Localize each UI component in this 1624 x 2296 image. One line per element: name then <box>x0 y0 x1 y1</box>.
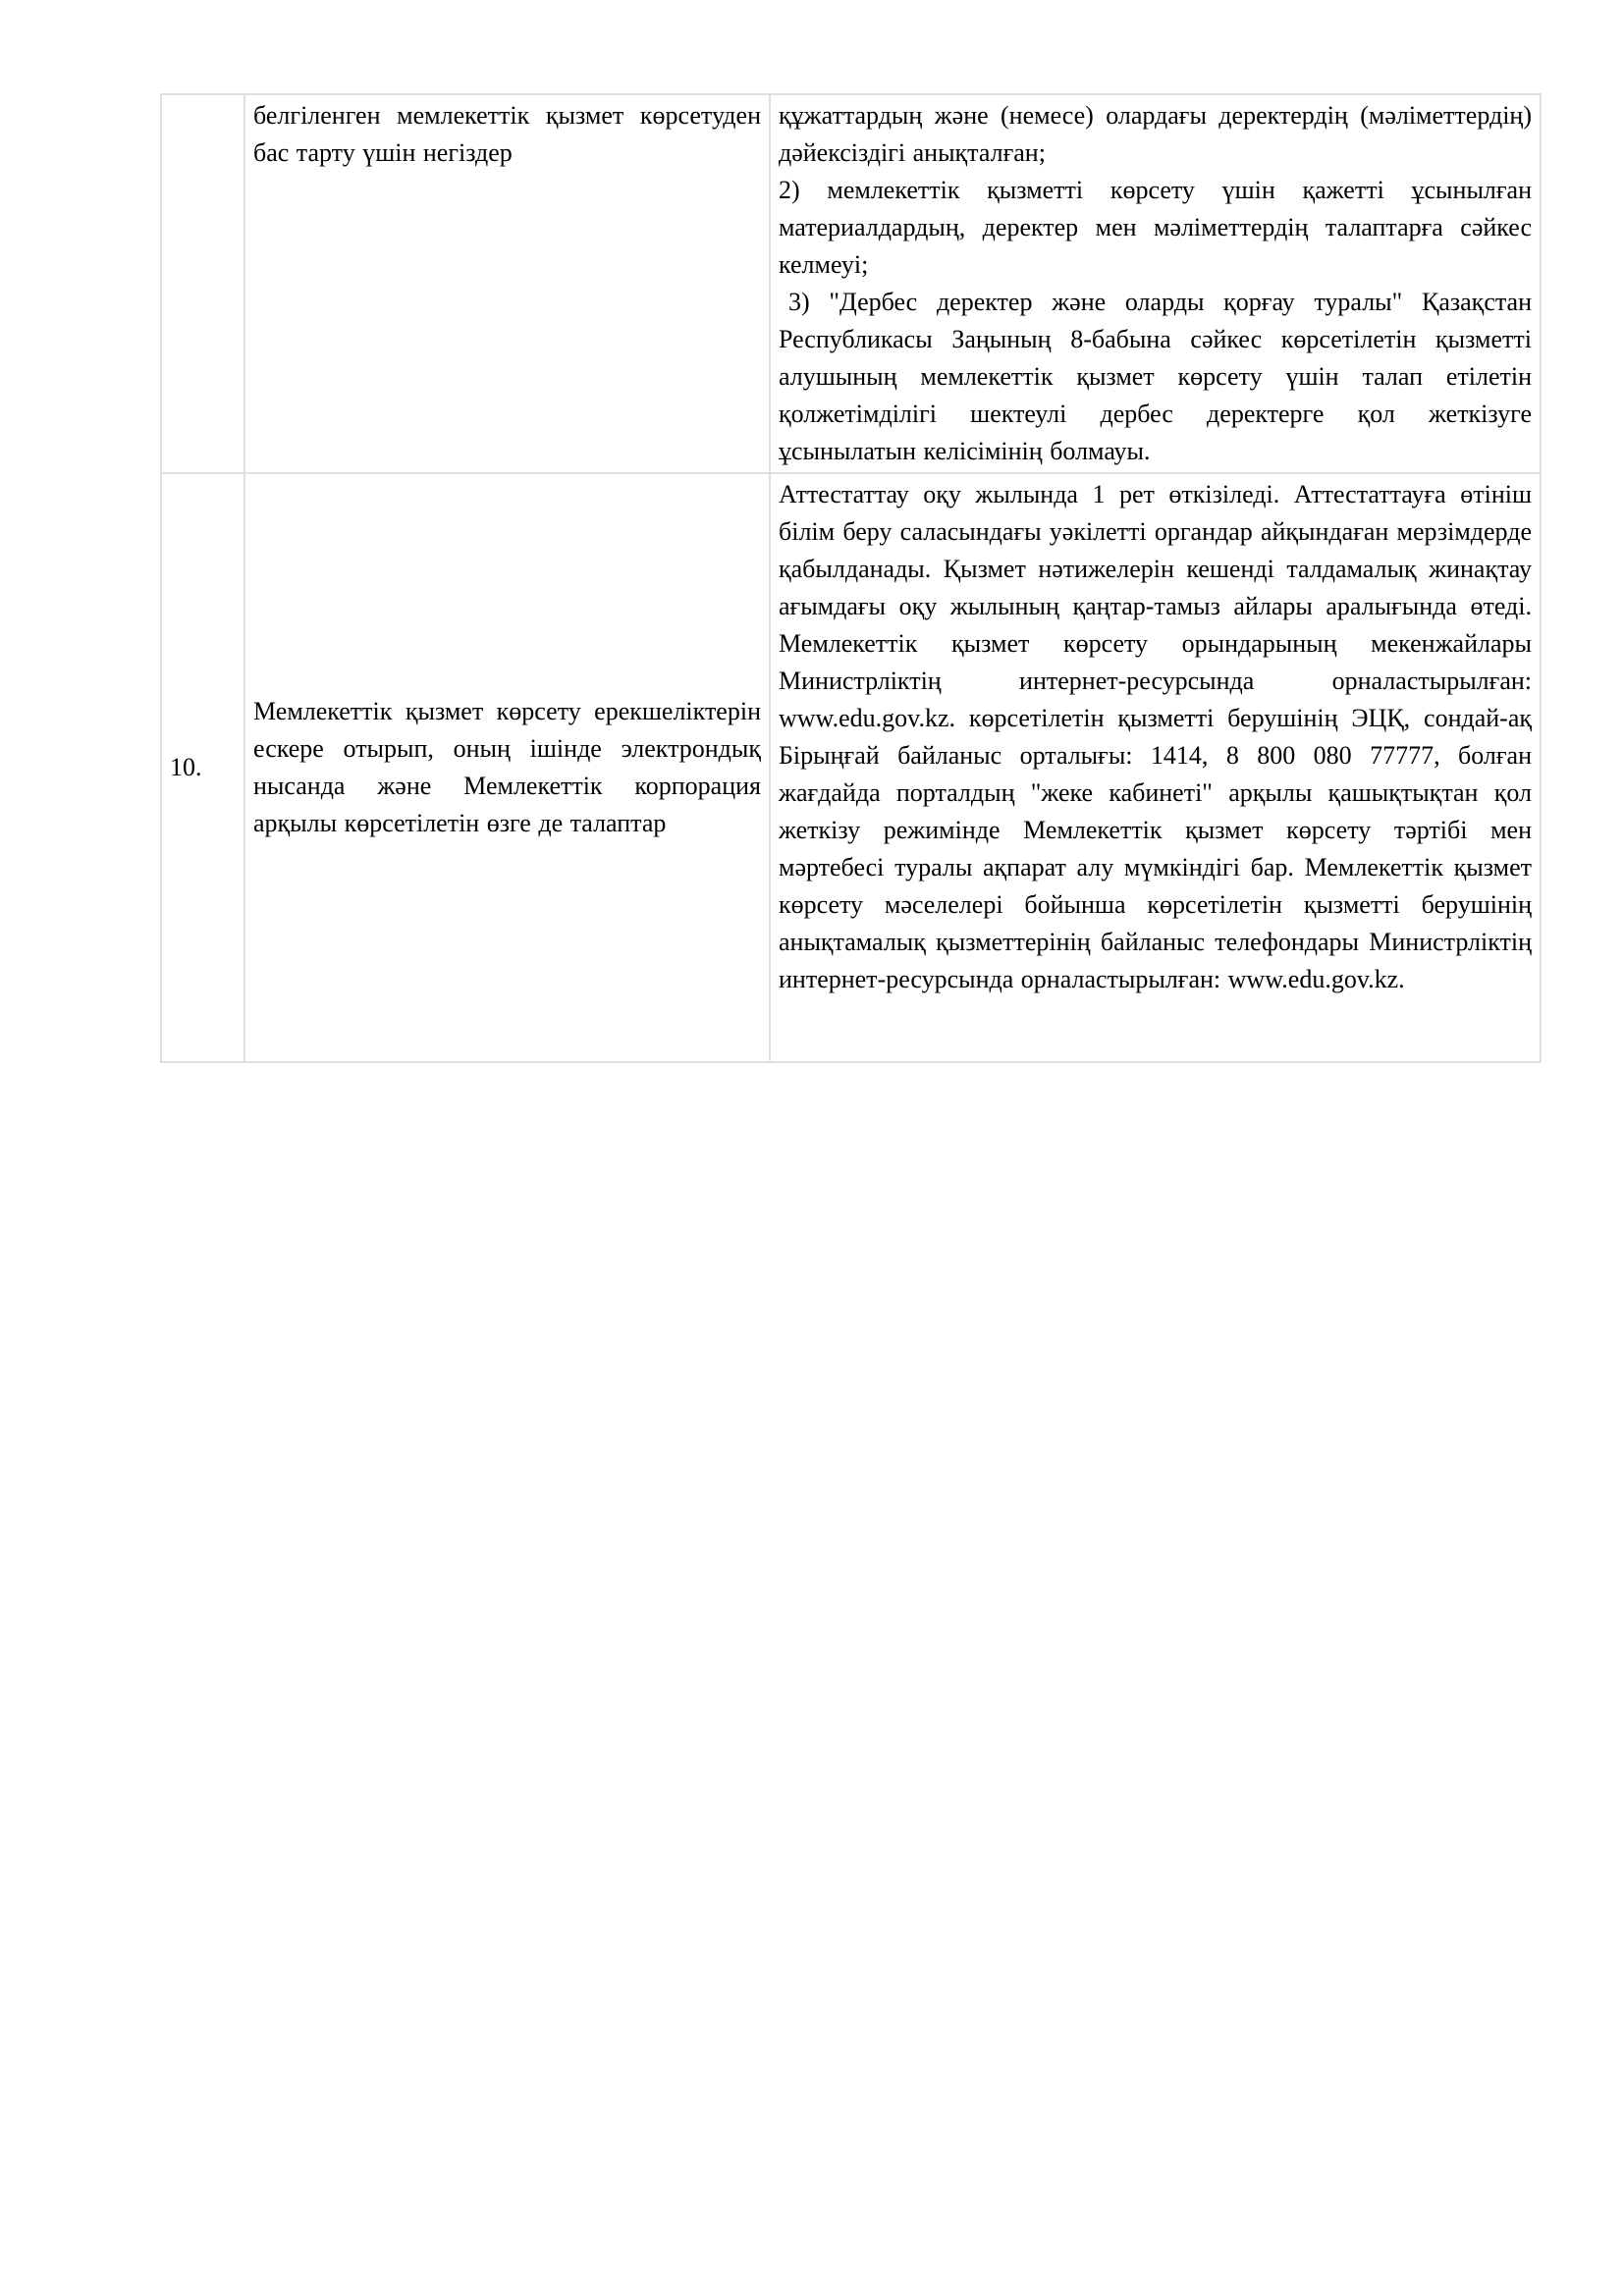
row-number-cell <box>161 473 244 1062</box>
row-number: 10. <box>170 753 202 781</box>
details-cell <box>770 473 1541 1062</box>
paragraph: құжаттардың және (немесе) олардағы деректердің (мәліметтердің) дәйексіздігі анықталған; <box>779 101 1532 167</box>
row-number-cell <box>161 94 244 473</box>
table-row <box>161 473 1541 1062</box>
paragraph: Аттестаттау оқу жылында 1 рет өткізіледі. Аттестаттауға өтініш білім беру саласындағы уәкілетті органдар айқындаған мерзімдерде қабылданады. Қызмет нәтижелерін кешенді талдамалық жинақтау ағымдағы оқу жылының қаңтар-тамыз айлары аралығында өтеді. Мемлекеттік қызмет көрсету орындарының мекенжайлары Министрліктің интернет-ресурсында орналастырылған: www.edu.gov.kz. көрсетілетін қызметті берушінің ЭЦҚ, сондай-ақ Бірыңғай байланыс орталығы: 1414, 8 800 080 77777, болған жағдайда порталдың "жеке кабинеті" арқылы қашықтықтан қол жеткізу режимінде Мемлекеттік қызмет көрсету тәртібі мен мәртебесі туралы ақпарат алу мүмкіндігі бар. Мемлекеттік қызмет көрсету мәселелері бойынша көрсетілетін қызметті берушінің анықтамалық қызметтерінің байланыс телефондары Министрліктің интернет-ресурсында орналастырылған: www.edu.gov.kz. <box>779 480 1532 993</box>
paragraph: белгіленген мемлекеттік қызмет көрсетуден бас тарту үшін негіздер <box>253 101 761 167</box>
details-cell <box>770 94 1541 473</box>
paragraph: 3) "Дербес деректер және оларды қорғау туралы" Қазақстан Республикасы Заңының 8-бабына сәйкес көрсетілетін қызметті алушының мемлекеттік қызмет көрсету үшін талап етілетін қолжетімділігі шектеулі дербес деректерге қол жеткізуге ұсынылатын келісімінің болмауы. <box>779 288 1532 465</box>
paragraph: Мемлекеттік қызмет көрсету ерекшеліктерін ескере отырып, оның ішінде электрондық нысанда және Мемлекеттік корпорация арқылы көрсетілетін өзге де талаптар <box>253 697 761 837</box>
service-standard-table <box>160 93 1542 1063</box>
criteria-cell <box>244 473 770 1062</box>
paragraph: 2) мемлекеттік қызметті көрсету үшін қажетті ұсынылған материалдардың, деректер мен мәліметтердің талаптарға сәйкес келмеуі; <box>779 176 1532 279</box>
criteria-cell <box>244 94 770 473</box>
table-row <box>161 94 1541 473</box>
